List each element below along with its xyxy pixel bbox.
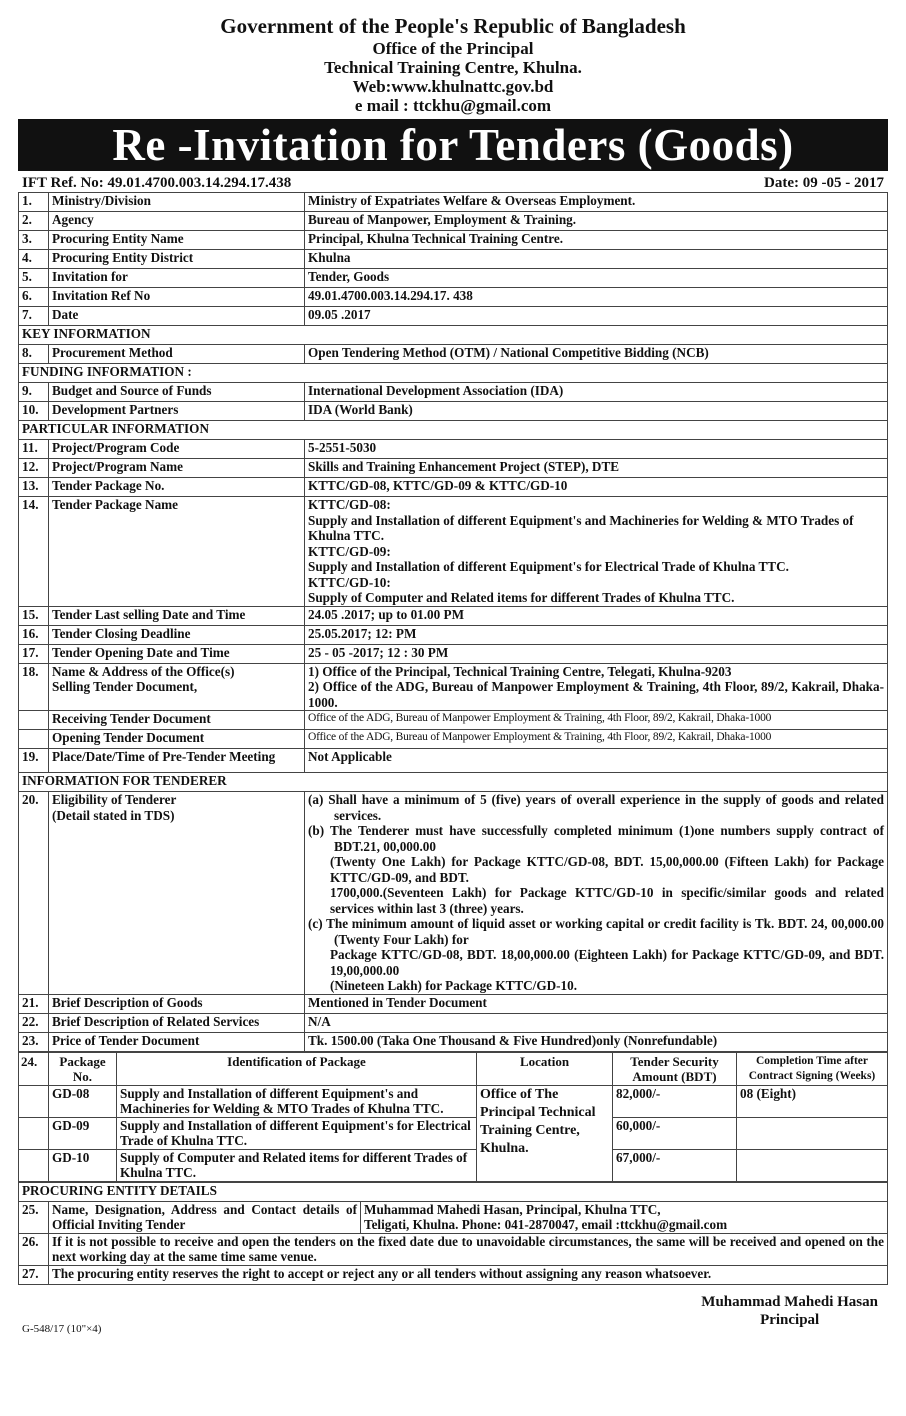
table-row: 19. Place/Date/Time of Pre-Tender Meeting Not Applicable <box>19 749 888 773</box>
table-row: 11. Project/Program Code 5-2551-5030 <box>19 440 888 459</box>
section-heading: INFORMATION FOR TENDERER <box>19 773 888 792</box>
table-row: 15. Tender Last selling Date and Time 24.05 .2017; up to 01.00 PM <box>19 606 888 625</box>
notice-date: Date: 09 -05 - 2017 <box>764 175 884 191</box>
section-heading: PARTICULAR INFORMATION <box>19 421 888 440</box>
table-row: 21. Brief Description of Goods Mentioned in Tender Document <box>19 994 888 1013</box>
centre-name: Technical Training Centre, Khulna. <box>324 58 582 77</box>
table-row: 25. Name, Designation, Address and Contact details of Official Inviting Tender Muhammad Mahedi Hasan, Principal, Khulna TTC, Teligati, Khulna. Phone: 041-2870047, email :ttckhu@gmail.com <box>19 1201 888 1233</box>
section-heading: KEY INFORMATION <box>19 326 888 345</box>
table-row: 4. Procuring Entity District Khulna <box>19 250 888 269</box>
table-row: 14. Tender Package Name KTTC/GD-08: Supply and Installation of different Equipment's and Machineries for Welding & MTO Trades of Khulna TTC. KTTC/GD-09: Supply and Installation of different Equipment's for Electrical Trade of Khulna TTC. KTTC/GD-10: Supply of Computer and Related items for different Trades of Khulna TTC. <box>19 497 888 607</box>
table-row: GD-08 Supply and Installation of different Equipment's and Machineries for Welding & MTO Trades of Khulna TTC. Office of The Principal Technical Training Centre, Khulna. 82,000/- 08 (Eight) <box>19 1085 888 1117</box>
table-row: 27. The procuring entity reserves the right to accept or reject any or all tenders without assigning any reason whatsoever. <box>19 1265 888 1284</box>
table-row: 10. Development Partners IDA (World Bank) <box>19 402 888 421</box>
package-table <box>18 1052 888 1182</box>
table-row: 16. Tender Closing Deadline 25.05.2017; 12: PM <box>19 625 888 644</box>
procuring-table <box>18 1182 888 1285</box>
package-names: KTTC/GD-08: Supply and Installation of different Equipment's and Machineries for Welding & MTO Trades of Khulna TTC. KTTC/GD-09: Supply and Installation of different Equipment's for Electrical Trade of Khulna TTC. KTTC/GD-10: Supply of Computer and Related items for different Trades of Khulna TTC. <box>305 497 888 607</box>
table-row: 20. Eligibility of Tenderer (Detail stated in TDS) (a) Shall have a minimum of 5 (five) years of overall experience in the supply of goods and related services. (b) The Tenderer must have successfully completed minimum (1)one numbers supply contract of BDT.21, 00,000.00 (Twenty One Lakh) for Package KTTC/GD-08, BDT. 15,00,000.00 (Fifteen Lakh) for Package KTTC/GD-09, and BDT. 1700,000.(Seventeen Lakh) for Package KTTC/GD-10 in specific/similar goods and related services within last 3 (three) years. (c) The minimum amount of liquid asset or working capital or credit facility is Tk. BDT. 24, 00,000.00 (Twenty Four Lakh) for Package KTTC/GD-08, BDT. 18,00,000.00 (Eighteen Lakh) for Package KTTC/GD-09, and BDT. 19,00,000.00 (Nineteen Lakh) for Package KTTC/GD-10. <box>19 792 888 995</box>
eligibility-criteria: (a) Shall have a minimum of 5 (five) years of overall experience in the supply of goods and related services. (b) The Tenderer must have successfully completed minimum (1)one numbers supply contract of BDT.21, 00,000.00 (Twenty One Lakh) for Package KTTC/GD-08, BDT. 15,00,000.00 (Fifteen Lakh) for Package KTTC/GD-09, and BDT. 1700,000.(Seventeen Lakh) for Package KTTC/GD-10 in specific/similar goods and related services within last 3 (three) years. (c) The minimum amount of liquid asset or working capital or credit facility is Tk. BDT. 24, 00,000.00 (Twenty Four Lakh) for Package KTTC/GD-08, BDT. 18,00,000.00 (Eighteen Lakh) for Package KTTC/GD-09, and BDT. 19,00,000.00 (Nineteen Lakh) for Package KTTC/GD-10. <box>305 792 888 995</box>
table-row: 5. Invitation for Tender, Goods <box>19 269 888 288</box>
section-heading: PROCURING ENTITY DETAILS <box>19 1182 888 1201</box>
table-row: 26. If it is not possible to receive and open the tenders on the fixed date due to unavoidable circumstances, the same will be received and opened on the next working day at the same time same venue. <box>19 1233 888 1265</box>
table-header-row: 24. Package No. Identification of Package Location Tender Security Amount (BDT) Completion Time after Contract Signing (Weeks) <box>19 1052 888 1085</box>
table-row: 6. Invitation Ref No 49.01.4700.003.14.294.17. 438 <box>19 288 888 307</box>
email: e mail : ttckhu@gmail.com <box>354 96 552 115</box>
table-row: GD-09 Supply and Installation of different Equipment's for Electrical Trade of Khulna TTC. 60,000/- <box>19 1117 888 1149</box>
table-row: 17. Tender Opening Date and Time 25 - 05 -2017; 12 : 30 PM <box>19 644 888 663</box>
table-row: 1. Ministry/Division Ministry of Expatriates Welfare & Overseas Employment. <box>19 193 888 212</box>
office-title: Office of the Principal <box>372 39 534 58</box>
table-row: Receiving Tender Document Office of the ADG, Bureau of Manpower Employment & Training, 4th Floor, 89/2, Kakrail, Dhaka-1000 <box>19 711 888 730</box>
govt-title: Government of the People's Republic of Bangladesh <box>220 14 686 38</box>
signatory-title: Principal <box>760 1311 820 1328</box>
ref-line <box>18 171 888 192</box>
footer <box>18 1285 888 1345</box>
table-row: 2. Agency Bureau of Manpower, Employment & Training. <box>19 212 888 231</box>
website: Web:www.khulnattc.gov.bd <box>352 77 554 96</box>
tender-notice <box>18 14 888 1345</box>
table-row: 3. Procuring Entity Name Principal, Khulna Technical Training Centre. <box>19 231 888 250</box>
signatory-name: Muhammad Mahedi Hasan <box>701 1293 878 1310</box>
ad-code: G-548/17 (10"×4) <box>22 1322 102 1335</box>
signature-block <box>701 1293 878 1329</box>
table-row: 22. Brief Description of Related Services N/A <box>19 1013 888 1032</box>
header <box>18 14 888 115</box>
table-row: 18. Name & Address of the Office(s) Selling Tender Document, 1) Office of the Principal, Technical Training Centre, Telegati, Khulna-9203 2) Office of the ADG, Bureau of Manpower Employment & Training, 4th Floor, 89/2, Kakrail, Dhaka-1000. <box>19 663 888 711</box>
table-row: 13. Tender Package No. KTTC/GD-08, KTTC/GD-09 & KTTC/GD-10 <box>19 478 888 497</box>
notice-banner: Re -Invitation for Tenders (Goods) <box>18 119 888 171</box>
table-row: 8. Procurement Method Open Tendering Method (OTM) / National Competitive Bidding (NCB) <box>19 345 888 364</box>
details-table <box>18 192 888 1052</box>
ift-ref: IFT Ref. No: 49.01.4700.003.14.294.17.438 <box>22 175 292 191</box>
table-row: 23. Price of Tender Document Tk. 1500.00 (Taka One Thousand & Five Hundred)only (Nonrefundable) <box>19 1032 888 1051</box>
table-row: 12. Project/Program Name Skills and Training Enhancement Project (STEP), DTE <box>19 459 888 478</box>
table-row: 9. Budget and Source of Funds International Development Association (IDA) <box>19 383 888 402</box>
package-location: Office of The Principal Technical Training Centre, Khulna. <box>477 1085 613 1181</box>
section-heading: FUNDING INFORMATION : <box>19 364 888 383</box>
table-row: GD-10 Supply of Computer and Related items for different Trades of Khulna TTC. 67,000/- <box>19 1149 888 1181</box>
table-row: Opening Tender Document Office of the ADG, Bureau of Manpower Employment & Training, 4th Floor, 89/2, Kakrail, Dhaka-1000 <box>19 730 888 749</box>
table-row: 7. Date 09.05 .2017 <box>19 307 888 326</box>
